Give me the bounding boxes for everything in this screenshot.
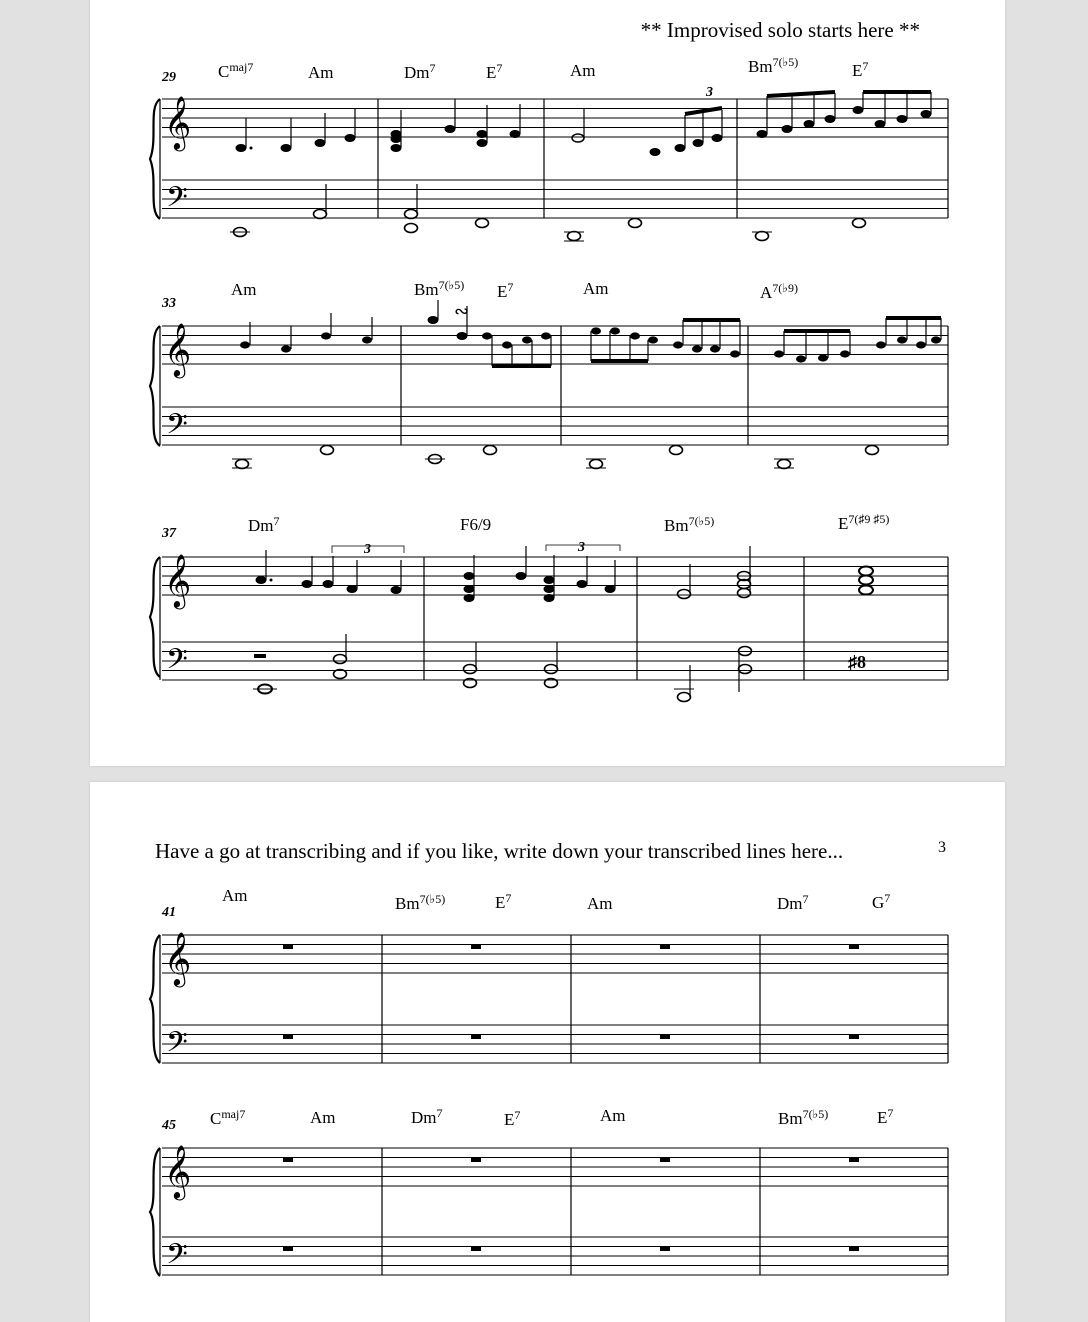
score-page-1 — [90, 0, 1005, 766]
score-page-2 — [90, 782, 1005, 1322]
system-4 — [150, 886, 948, 1065]
page-1-svg — [90, 0, 1005, 766]
treble-clef-icon: 𝄞 — [164, 1146, 192, 1197]
svg-text:Bm7(♭5): $Bm^{7(♭5)}$ — [414, 278, 465, 299]
page-number: 3 — [938, 839, 946, 856]
svg-text:Am: Am — [570, 61, 596, 80]
treble-notes — [256, 540, 874, 602]
svg-text:Am: Am — [310, 1108, 336, 1127]
svg-text:G7: $G^7$ — [872, 891, 891, 912]
page-2-svg — [90, 782, 1005, 1322]
svg-text:Bm7(♭5): $Bm^{7(♭5)}$ — [778, 1107, 829, 1128]
svg-text:E7: $E^7$ — [852, 59, 869, 80]
chord-symbol — [210, 1107, 245, 1128]
bass-staff — [162, 642, 948, 680]
triplet-mark: 3 — [578, 540, 585, 555]
bass-notes — [253, 634, 866, 702]
chord-symbol — [777, 892, 809, 913]
system-5 — [150, 1106, 948, 1277]
system-brace — [150, 99, 160, 219]
chord-symbol — [587, 894, 613, 913]
bass-staff — [162, 1025, 948, 1063]
chord-symbol — [404, 61, 436, 82]
svg-text:Am: Am — [308, 63, 334, 82]
chord-symbol — [838, 512, 889, 533]
svg-text:F6/9: F6/9 — [460, 515, 492, 534]
bass-notes — [232, 446, 879, 469]
bass-notes — [230, 184, 866, 241]
bass-staff — [162, 407, 948, 445]
svg-text:Bm7(♭5): $Bm^{7(♭5)}$ — [395, 892, 446, 913]
svg-text:♯8: ♯8 — [848, 652, 866, 672]
triplet-mark: 3 — [706, 85, 713, 100]
system-2 — [150, 278, 948, 469]
chord-symbol — [570, 61, 596, 80]
bass-clef-icon: 𝄢 — [166, 410, 188, 447]
treble-notes — [240, 300, 941, 366]
svg-text:Cmaj7: $C^{maj7}$ — [210, 1107, 246, 1128]
measure-number: 29 — [162, 70, 176, 85]
system-brace — [150, 326, 160, 446]
svg-text:A7(♭9): $A^{7(♭9)}$ — [760, 281, 798, 302]
treble-clef-icon: 𝄞 — [164, 97, 192, 148]
bass-clef-icon: 𝄢 — [166, 1028, 188, 1065]
treble-clef-icon: 𝄞 — [164, 933, 192, 984]
measure-number: 33 — [162, 296, 176, 311]
svg-text:Dm7: Dm$^7$ — [411, 1106, 443, 1127]
svg-text:E7: $E^7$ — [495, 891, 512, 912]
chord-symbol — [872, 891, 890, 912]
system-brace — [150, 1148, 160, 1276]
measure-number: 45 — [162, 1118, 176, 1133]
system-1 — [150, 55, 948, 241]
bass-staff — [162, 180, 948, 218]
bass-clef-icon: 𝄢 — [166, 645, 188, 682]
chord-symbol — [504, 1108, 520, 1129]
bass-clef-icon: 𝄢 — [166, 1240, 188, 1277]
system-brace — [150, 935, 160, 1063]
svg-text:E7: $E^7$ — [497, 280, 514, 301]
treble-clef-icon: 𝄞 — [164, 555, 192, 606]
chord-symbol — [497, 280, 513, 301]
transcribe-instruction: Have a go at transcribing and if you like, write down your transcribed lines here... — [155, 839, 844, 863]
svg-text:E7: $E^7$ — [877, 1106, 894, 1127]
barlines — [378, 99, 948, 218]
chord-symbol — [231, 280, 257, 299]
svg-text:Am: Am — [587, 894, 613, 913]
chord-symbol — [460, 515, 491, 534]
treble-staff — [162, 935, 948, 973]
bass-staff — [162, 1237, 948, 1275]
chord-symbol — [414, 278, 464, 299]
system-brace — [150, 557, 160, 677]
svg-text:Am: Am — [222, 886, 248, 905]
chord-symbol — [600, 1106, 626, 1125]
chord-symbol — [248, 514, 280, 535]
svg-text:Cmaj7: $C^{maj7}$ — [218, 60, 254, 81]
svg-text:Bm7(♭5): $Bm^{7(♭5)}$ — [664, 514, 715, 535]
chord-symbol — [495, 891, 511, 912]
svg-text:E7: $E^7$ — [504, 1108, 521, 1129]
svg-text:Am: Am — [583, 279, 609, 298]
chord-symbol — [760, 281, 798, 302]
bass-clef-icon: 𝄢 — [166, 183, 188, 220]
chord-symbol — [852, 59, 868, 80]
svg-text:Dm7: Dm$^7$ — [404, 61, 436, 82]
solo-heading: ** Improvised solo starts here ** — [640, 18, 920, 42]
mordent-icon: ∾ — [454, 301, 470, 321]
measure-number: 41 — [162, 905, 176, 920]
svg-text:Dm7: Dm$^7$ — [248, 514, 280, 535]
treble-staff — [162, 557, 948, 595]
svg-text:Bm7(♭5): $Bm^{7(♭5)}$ — [748, 55, 799, 76]
chord-symbol — [222, 886, 248, 905]
treble-clef-icon: 𝄞 — [164, 324, 192, 375]
triplet-mark: 3 — [364, 542, 371, 557]
chord-symbol — [583, 279, 609, 298]
chord-symbol — [877, 1106, 893, 1127]
chord-symbol — [411, 1106, 443, 1127]
chord-symbol — [308, 63, 334, 82]
svg-text:Dm7: Dm$^7$ — [777, 892, 809, 913]
chord-symbol — [778, 1107, 828, 1128]
chord-symbol — [664, 514, 714, 535]
svg-text:E7: $E^7$ — [486, 61, 503, 82]
chord-symbol — [310, 1108, 336, 1127]
svg-text:E7(♯9 ♯5): $E^{7(♯9 ♯5)}$ — [838, 512, 890, 533]
chord-symbol — [395, 892, 445, 913]
treble-notes — [236, 85, 932, 156]
svg-text:Am: Am — [600, 1106, 626, 1125]
chord-symbol — [748, 55, 798, 76]
treble-staff — [162, 1148, 948, 1186]
chord-symbol — [218, 60, 253, 81]
measure-number: 37 — [162, 526, 176, 541]
system-3 — [150, 512, 948, 702]
svg-text:Am: Am — [231, 280, 257, 299]
chord-symbol — [486, 61, 502, 82]
